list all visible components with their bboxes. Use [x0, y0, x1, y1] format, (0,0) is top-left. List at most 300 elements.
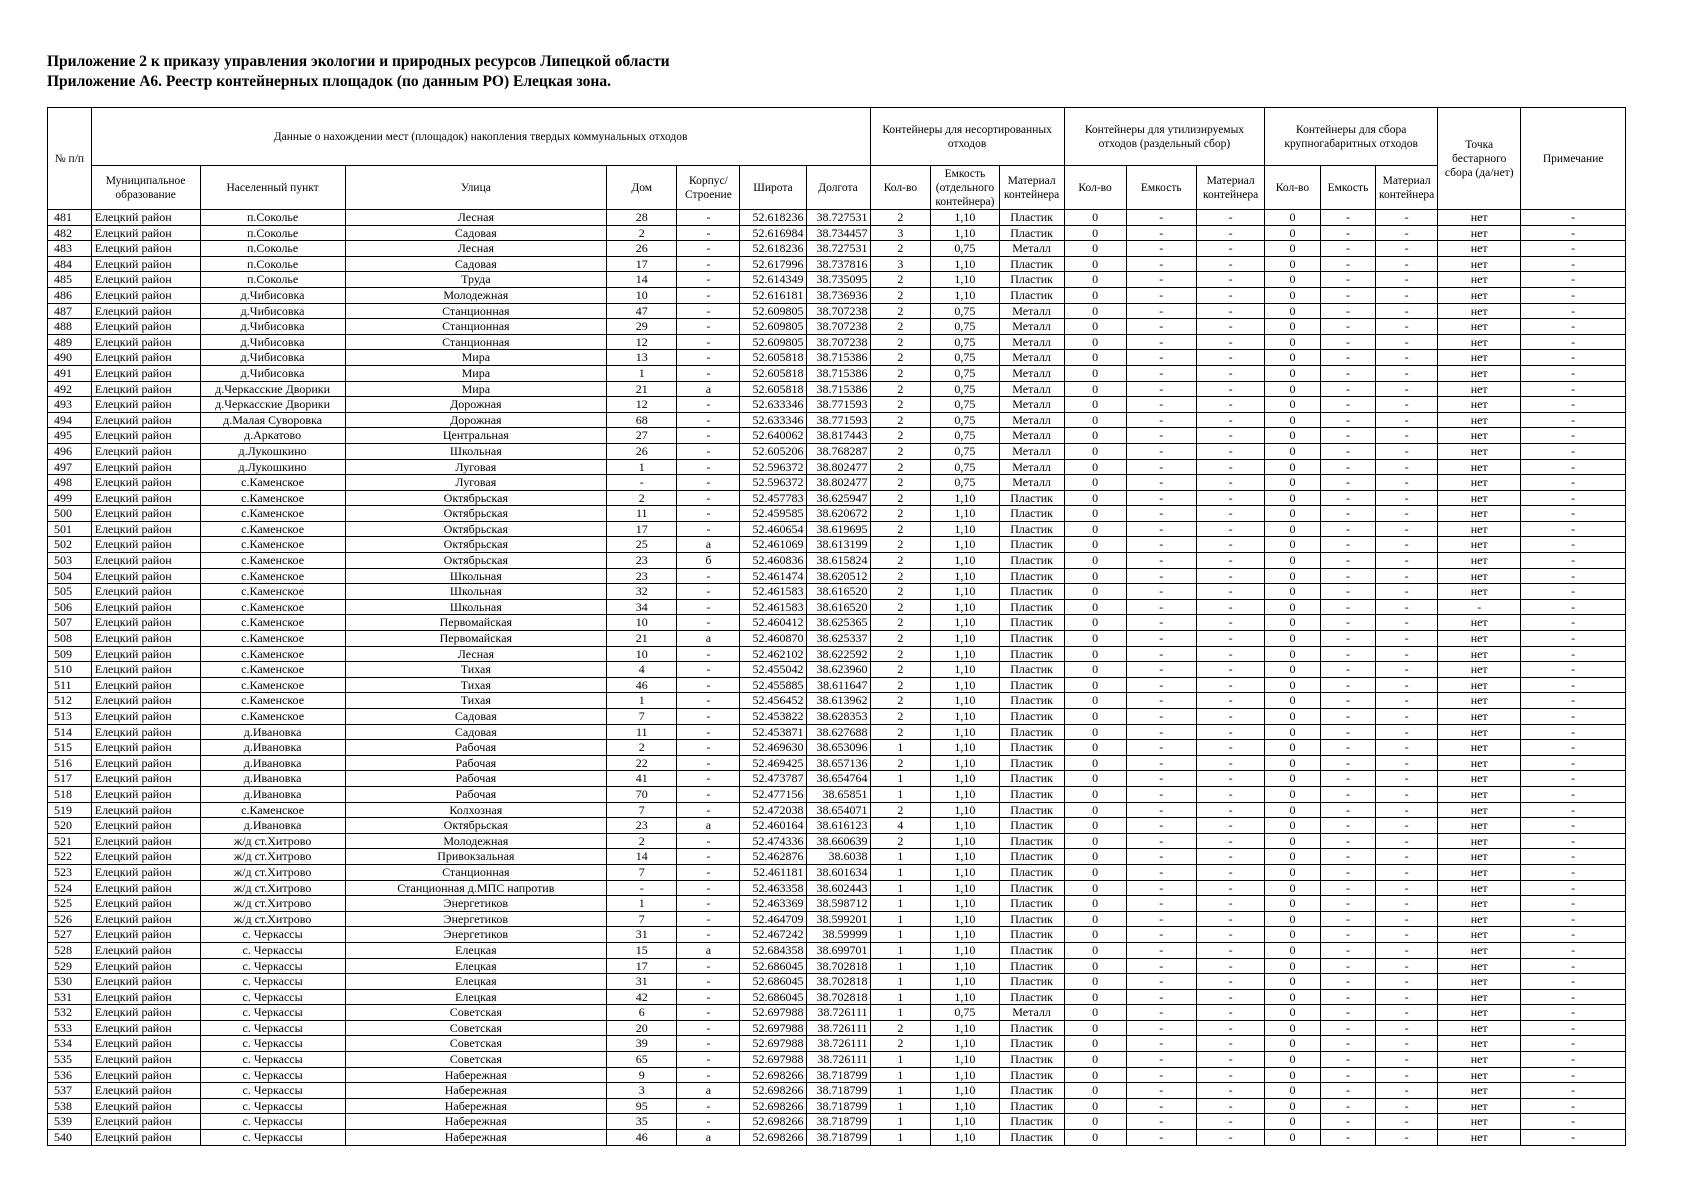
- cell-house: 46: [607, 1130, 677, 1146]
- cell-recycle-count: 0: [1064, 553, 1126, 569]
- cell-settlement: с.Каменское: [200, 677, 345, 693]
- cell-lat: 52.697988: [740, 1036, 806, 1052]
- cell-street: Рабочая: [345, 740, 606, 756]
- cell-house: 2: [607, 740, 677, 756]
- cell-lat: 52.462102: [740, 646, 806, 662]
- cell-num: 524: [48, 880, 92, 896]
- cell-unsorted-capacity: 1,10: [931, 584, 999, 600]
- cell-lat: 52.460164: [740, 818, 806, 834]
- cell-recycle-capacity: -: [1126, 818, 1196, 834]
- cell-recycle-count: 0: [1064, 350, 1126, 366]
- cell-unsorted-count: 2: [870, 287, 931, 303]
- cell-num: 487: [48, 303, 92, 319]
- cell-bulky-material: -: [1376, 771, 1438, 787]
- cell-bulky-capacity: -: [1320, 521, 1375, 537]
- cell-num: 528: [48, 942, 92, 958]
- cell-bulky-capacity: -: [1320, 334, 1375, 350]
- cell-house: 26: [607, 241, 677, 257]
- cell-bulky-material: -: [1376, 740, 1438, 756]
- cell-bulky-count: 0: [1265, 210, 1320, 226]
- cell-settlement: п.Соколье: [200, 241, 345, 257]
- cell-house: 70: [607, 786, 677, 802]
- cell-recycle-material: -: [1196, 849, 1264, 865]
- cell-building: а: [677, 537, 740, 553]
- cell-recycle-material: -: [1196, 989, 1264, 1005]
- cell-lat: 52.460412: [740, 615, 806, 631]
- cell-house: 29: [607, 319, 677, 335]
- cell-num: 495: [48, 428, 92, 444]
- cell-bulky-count: 0: [1265, 693, 1320, 709]
- header-recycle-material: Материал контейнера: [1196, 166, 1264, 210]
- cell-recycle-count: 0: [1064, 1083, 1126, 1099]
- cell-recycle-count: 0: [1064, 896, 1126, 912]
- header-group-recycle: Контейнеры для утилизируемых отходов (раздельный сбор): [1064, 108, 1265, 166]
- cell-recycle-material: -: [1196, 241, 1264, 257]
- cell-lon: 38.6038: [806, 849, 870, 865]
- cell-point: нет: [1438, 1067, 1521, 1083]
- header-recycle-capacity: Емкость: [1126, 166, 1196, 210]
- cell-recycle-material: -: [1196, 319, 1264, 335]
- cell-recycle-count: 0: [1064, 755, 1126, 771]
- cell-recycle-material: -: [1196, 615, 1264, 631]
- cell-bulky-count: 0: [1265, 490, 1320, 506]
- cell-point: нет: [1438, 397, 1521, 413]
- cell-municipality: Елецкий район: [91, 521, 200, 537]
- cell-building: -: [677, 927, 740, 943]
- cell-street: Октябрьская: [345, 490, 606, 506]
- cell-lat: 52.684358: [740, 942, 806, 958]
- cell-settlement: с. Черкассы: [200, 927, 345, 943]
- cell-point: нет: [1438, 412, 1521, 428]
- cell-house: 39: [607, 1036, 677, 1052]
- cell-street: Октябрьская: [345, 553, 606, 569]
- cell-settlement: с.Каменское: [200, 568, 345, 584]
- cell-bulky-capacity: -: [1320, 397, 1375, 413]
- cell-bulky-material: -: [1376, 693, 1438, 709]
- cell-bulky-material: -: [1376, 1005, 1438, 1021]
- cell-lon: 38.718799: [806, 1083, 870, 1099]
- cell-bulky-count: 0: [1265, 397, 1320, 413]
- cell-recycle-capacity: -: [1126, 568, 1196, 584]
- cell-municipality: Елецкий район: [91, 677, 200, 693]
- cell-num: 493: [48, 397, 92, 413]
- table-row: [48, 537, 1626, 553]
- cell-point: нет: [1438, 833, 1521, 849]
- cell-unsorted-capacity: 1,10: [931, 287, 999, 303]
- cell-municipality: Елецкий район: [91, 303, 200, 319]
- cell-settlement: д.Ивановка: [200, 740, 345, 756]
- cell-lon: 38.654764: [806, 771, 870, 787]
- cell-unsorted-count: 2: [870, 802, 931, 818]
- header-group-location: Данные о нахождении мест (площадок) накопления твердых коммунальных отходов: [91, 108, 870, 166]
- cell-note: -: [1521, 303, 1626, 319]
- cell-settlement: с.Каменское: [200, 599, 345, 615]
- cell-bulky-material: -: [1376, 958, 1438, 974]
- cell-lat: 52.609805: [740, 303, 806, 319]
- cell-recycle-count: 0: [1064, 974, 1126, 990]
- cell-bulky-capacity: -: [1320, 864, 1375, 880]
- cell-bulky-capacity: -: [1320, 974, 1375, 990]
- cell-municipality: Елецкий район: [91, 553, 200, 569]
- cell-lat: 52.640062: [740, 428, 806, 444]
- cell-settlement: ж/д ст.Хитрово: [200, 911, 345, 927]
- cell-street: Лесная: [345, 210, 606, 226]
- cell-municipality: Елецкий район: [91, 365, 200, 381]
- cell-lon: 38.817443: [806, 428, 870, 444]
- cell-recycle-capacity: -: [1126, 319, 1196, 335]
- cell-house: 12: [607, 334, 677, 350]
- cell-unsorted-count: 3: [870, 256, 931, 272]
- cell-unsorted-count: 2: [870, 724, 931, 740]
- cell-lon: 38.702818: [806, 974, 870, 990]
- cell-recycle-count: 0: [1064, 786, 1126, 802]
- cell-settlement: д.Лукошкино: [200, 459, 345, 475]
- cell-recycle-material: -: [1196, 521, 1264, 537]
- table-row: [48, 989, 1626, 1005]
- cell-bulky-capacity: -: [1320, 490, 1375, 506]
- cell-unsorted-count: 2: [870, 365, 931, 381]
- cell-settlement: ж/д ст.Хитрово: [200, 896, 345, 912]
- table-row: [48, 724, 1626, 740]
- cell-num: 522: [48, 849, 92, 865]
- cell-building: -: [677, 210, 740, 226]
- cell-unsorted-capacity: 0,75: [931, 381, 999, 397]
- cell-recycle-capacity: -: [1126, 896, 1196, 912]
- cell-unsorted-capacity: 1,10: [931, 506, 999, 522]
- cell-municipality: Елецкий район: [91, 1052, 200, 1068]
- cell-bulky-capacity: -: [1320, 256, 1375, 272]
- cell-unsorted-capacity: 1,10: [931, 1067, 999, 1083]
- cell-recycle-capacity: -: [1126, 771, 1196, 787]
- cell-bulky-capacity: -: [1320, 662, 1375, 678]
- table-row: [48, 553, 1626, 569]
- cell-recycle-count: 0: [1064, 771, 1126, 787]
- cell-municipality: Елецкий район: [91, 1020, 200, 1036]
- cell-settlement: д.Ивановка: [200, 771, 345, 787]
- cell-bulky-count: 0: [1265, 709, 1320, 725]
- cell-num: 489: [48, 334, 92, 350]
- cell-house: 35: [607, 1114, 677, 1130]
- cell-bulky-capacity: -: [1320, 833, 1375, 849]
- cell-unsorted-material: Металл: [999, 319, 1064, 335]
- table-row: [48, 1052, 1626, 1068]
- cell-house: 23: [607, 553, 677, 569]
- cell-num: 505: [48, 584, 92, 600]
- cell-bulky-material: -: [1376, 287, 1438, 303]
- cell-building: -: [677, 1114, 740, 1130]
- cell-unsorted-capacity: 1,10: [931, 256, 999, 272]
- cell-building: -: [677, 303, 740, 319]
- cell-unsorted-capacity: 0,75: [931, 428, 999, 444]
- cell-num: 517: [48, 771, 92, 787]
- cell-recycle-capacity: -: [1126, 927, 1196, 943]
- cell-lat: 52.463369: [740, 896, 806, 912]
- cell-settlement: д.Чибисовка: [200, 319, 345, 335]
- cell-unsorted-count: 2: [870, 506, 931, 522]
- cell-unsorted-count: 2: [870, 350, 931, 366]
- cell-settlement: д.Чибисовка: [200, 350, 345, 366]
- cell-lon: 38.613962: [806, 693, 870, 709]
- cell-note: -: [1521, 475, 1626, 491]
- cell-note: -: [1521, 397, 1626, 413]
- cell-unsorted-count: 2: [870, 334, 931, 350]
- cell-recycle-capacity: -: [1126, 303, 1196, 319]
- cell-street: Набережная: [345, 1067, 606, 1083]
- cell-recycle-count: 0: [1064, 319, 1126, 335]
- cell-building: -: [677, 771, 740, 787]
- cell-settlement: с. Черкассы: [200, 1036, 345, 1052]
- cell-street: Набережная: [345, 1098, 606, 1114]
- cell-bulky-material: -: [1376, 381, 1438, 397]
- cell-recycle-count: 0: [1064, 599, 1126, 615]
- cell-unsorted-capacity: 1,10: [931, 677, 999, 693]
- heading-line-1: Приложение 2 к приказу управления экологии и природных ресурсов Липецкой области: [47, 53, 670, 70]
- cell-unsorted-capacity: 1,10: [931, 537, 999, 553]
- cell-unsorted-count: 2: [870, 459, 931, 475]
- cell-unsorted-capacity: 1,10: [931, 599, 999, 615]
- cell-municipality: Елецкий район: [91, 287, 200, 303]
- cell-unsorted-material: Пластик: [999, 864, 1064, 880]
- cell-bulky-material: -: [1376, 1083, 1438, 1099]
- cell-note: -: [1521, 1114, 1626, 1130]
- cell-unsorted-capacity: 0,75: [931, 303, 999, 319]
- cell-street: Рабочая: [345, 755, 606, 771]
- cell-unsorted-capacity: 1,10: [931, 818, 999, 834]
- cell-recycle-count: 0: [1064, 802, 1126, 818]
- cell-unsorted-capacity: 1,10: [931, 709, 999, 725]
- cell-settlement: с. Черкассы: [200, 1052, 345, 1068]
- cell-street: Тихая: [345, 677, 606, 693]
- cell-recycle-count: 0: [1064, 334, 1126, 350]
- cell-num: 532: [48, 1005, 92, 1021]
- cell-municipality: Елецкий район: [91, 1130, 200, 1146]
- cell-building: -: [677, 599, 740, 615]
- cell-lat: 52.596372: [740, 475, 806, 491]
- cell-point: нет: [1438, 927, 1521, 943]
- cell-num: 485: [48, 272, 92, 288]
- cell-unsorted-capacity: 1,10: [931, 802, 999, 818]
- cell-recycle-material: -: [1196, 272, 1264, 288]
- cell-num: 512: [48, 693, 92, 709]
- cell-lon: 38.628353: [806, 709, 870, 725]
- cell-unsorted-count: 4: [870, 818, 931, 834]
- cell-point: нет: [1438, 724, 1521, 740]
- cell-num: 540: [48, 1130, 92, 1146]
- cell-note: -: [1521, 989, 1626, 1005]
- cell-recycle-material: -: [1196, 786, 1264, 802]
- cell-recycle-capacity: -: [1126, 1130, 1196, 1146]
- cell-unsorted-material: Пластик: [999, 927, 1064, 943]
- cell-lon: 38.727531: [806, 210, 870, 226]
- cell-building: -: [677, 755, 740, 771]
- cell-recycle-capacity: -: [1126, 615, 1196, 631]
- cell-unsorted-material: Пластик: [999, 1083, 1064, 1099]
- cell-num: 507: [48, 615, 92, 631]
- cell-house: 7: [607, 802, 677, 818]
- cell-note: -: [1521, 241, 1626, 257]
- cell-street: Набережная: [345, 1114, 606, 1130]
- cell-recycle-material: -: [1196, 1098, 1264, 1114]
- cell-house: 20: [607, 1020, 677, 1036]
- cell-recycle-material: -: [1196, 506, 1264, 522]
- cell-building: -: [677, 584, 740, 600]
- cell-point: нет: [1438, 490, 1521, 506]
- cell-note: -: [1521, 319, 1626, 335]
- cell-num: 527: [48, 927, 92, 943]
- cell-building: а: [677, 818, 740, 834]
- cell-num: 488: [48, 319, 92, 335]
- cell-bulky-count: 0: [1265, 475, 1320, 491]
- cell-point: нет: [1438, 771, 1521, 787]
- cell-recycle-count: 0: [1064, 365, 1126, 381]
- cell-point: нет: [1438, 911, 1521, 927]
- cell-building: -: [677, 1052, 740, 1068]
- cell-lon: 38.620672: [806, 506, 870, 522]
- cell-recycle-capacity: -: [1126, 911, 1196, 927]
- cell-point: нет: [1438, 1098, 1521, 1114]
- cell-bulky-count: 0: [1265, 927, 1320, 943]
- cell-unsorted-count: 2: [870, 428, 931, 444]
- cell-unsorted-material: Пластик: [999, 506, 1064, 522]
- cell-recycle-material: -: [1196, 365, 1264, 381]
- cell-recycle-capacity: -: [1126, 646, 1196, 662]
- cell-municipality: Елецкий район: [91, 334, 200, 350]
- cell-recycle-count: 0: [1064, 568, 1126, 584]
- table-row: [48, 1083, 1626, 1099]
- cell-house: 1: [607, 693, 677, 709]
- cell-unsorted-capacity: 1,10: [931, 942, 999, 958]
- cell-bulky-capacity: -: [1320, 646, 1375, 662]
- cell-unsorted-count: 2: [870, 397, 931, 413]
- cell-recycle-material: -: [1196, 740, 1264, 756]
- cell-settlement: д.Лукошкино: [200, 443, 345, 459]
- cell-bulky-count: 0: [1265, 802, 1320, 818]
- cell-building: а: [677, 381, 740, 397]
- header-num: № п/п: [48, 108, 92, 210]
- cell-house: 2: [607, 490, 677, 506]
- cell-recycle-count: 0: [1064, 443, 1126, 459]
- cell-recycle-count: 0: [1064, 631, 1126, 647]
- cell-recycle-material: -: [1196, 1005, 1264, 1021]
- cell-lat: 52.686045: [740, 974, 806, 990]
- cell-unsorted-count: 2: [870, 521, 931, 537]
- cell-recycle-capacity: -: [1126, 256, 1196, 272]
- header-group-bulky: Контейнеры для сбора крупногабаритных отходов: [1265, 108, 1438, 166]
- table-row: [48, 319, 1626, 335]
- cell-lat: 52.609805: [740, 319, 806, 335]
- cell-bulky-capacity: -: [1320, 771, 1375, 787]
- cell-recycle-capacity: -: [1126, 989, 1196, 1005]
- cell-num: 484: [48, 256, 92, 272]
- cell-lon: 38.599201: [806, 911, 870, 927]
- cell-lon: 38.734457: [806, 225, 870, 241]
- header-lon: Долгота: [806, 166, 870, 210]
- cell-note: -: [1521, 428, 1626, 444]
- cell-unsorted-capacity: 1,10: [931, 833, 999, 849]
- cell-unsorted-count: 1: [870, 974, 931, 990]
- cell-lat: 52.697988: [740, 1020, 806, 1036]
- cell-house: 68: [607, 412, 677, 428]
- cell-num: 519: [48, 802, 92, 818]
- cell-building: -: [677, 475, 740, 491]
- cell-bulky-capacity: -: [1320, 1067, 1375, 1083]
- table-row: [48, 443, 1626, 459]
- cell-recycle-count: 0: [1064, 958, 1126, 974]
- cell-bulky-count: 0: [1265, 833, 1320, 849]
- table-header: [48, 108, 1626, 210]
- cell-bulky-count: 0: [1265, 1130, 1320, 1146]
- cell-recycle-count: 0: [1064, 521, 1126, 537]
- cell-street: Дорожная: [345, 397, 606, 413]
- cell-lat: 52.605206: [740, 443, 806, 459]
- cell-unsorted-capacity: 1,10: [931, 1083, 999, 1099]
- cell-unsorted-material: Металл: [999, 381, 1064, 397]
- cell-unsorted-capacity: 0,75: [931, 319, 999, 335]
- cell-unsorted-capacity: 1,10: [931, 927, 999, 943]
- cell-recycle-material: -: [1196, 771, 1264, 787]
- cell-point: нет: [1438, 459, 1521, 475]
- cell-recycle-material: -: [1196, 553, 1264, 569]
- cell-num: 500: [48, 506, 92, 522]
- cell-recycle-capacity: -: [1126, 740, 1196, 756]
- table-row: [48, 475, 1626, 491]
- cell-lon: 38.625337: [806, 631, 870, 647]
- cell-recycle-material: -: [1196, 880, 1264, 896]
- cell-street: Дорожная: [345, 412, 606, 428]
- cell-settlement: д.Ивановка: [200, 818, 345, 834]
- cell-house: 28: [607, 210, 677, 226]
- cell-bulky-capacity: -: [1320, 896, 1375, 912]
- cell-recycle-capacity: -: [1126, 1020, 1196, 1036]
- cell-num: 491: [48, 365, 92, 381]
- cell-lat: 52.461474: [740, 568, 806, 584]
- table-row: [48, 911, 1626, 927]
- cell-unsorted-material: Пластик: [999, 1098, 1064, 1114]
- cell-unsorted-count: 3: [870, 225, 931, 241]
- header-bulky-material: Материал контейнера: [1376, 166, 1438, 210]
- cell-unsorted-material: Пластик: [999, 833, 1064, 849]
- cell-unsorted-capacity: 1,10: [931, 1114, 999, 1130]
- cell-unsorted-capacity: 1,10: [931, 210, 999, 226]
- table-row: [48, 225, 1626, 241]
- cell-bulky-material: -: [1376, 443, 1438, 459]
- cell-street: Октябрьская: [345, 506, 606, 522]
- cell-unsorted-count: 1: [870, 1005, 931, 1021]
- cell-recycle-capacity: -: [1126, 537, 1196, 553]
- cell-municipality: Елецкий район: [91, 319, 200, 335]
- cell-point: нет: [1438, 709, 1521, 725]
- cell-house: 6: [607, 1005, 677, 1021]
- cell-bulky-material: -: [1376, 911, 1438, 927]
- cell-unsorted-material: Пластик: [999, 802, 1064, 818]
- cell-unsorted-capacity: 1,10: [931, 849, 999, 865]
- cell-recycle-material: -: [1196, 974, 1264, 990]
- cell-street: Станционная: [345, 334, 606, 350]
- cell-recycle-count: 0: [1064, 428, 1126, 444]
- cell-bulky-capacity: -: [1320, 709, 1375, 725]
- cell-building: -: [677, 662, 740, 678]
- cell-num: 501: [48, 521, 92, 537]
- cell-unsorted-count: 2: [870, 412, 931, 428]
- cell-recycle-count: 0: [1064, 818, 1126, 834]
- cell-unsorted-capacity: 0,75: [931, 459, 999, 475]
- cell-recycle-material: -: [1196, 1052, 1264, 1068]
- cell-building: -: [677, 1098, 740, 1114]
- cell-point: нет: [1438, 303, 1521, 319]
- cell-point: нет: [1438, 272, 1521, 288]
- cell-unsorted-count: 2: [870, 677, 931, 693]
- cell-lat: 52.614349: [740, 272, 806, 288]
